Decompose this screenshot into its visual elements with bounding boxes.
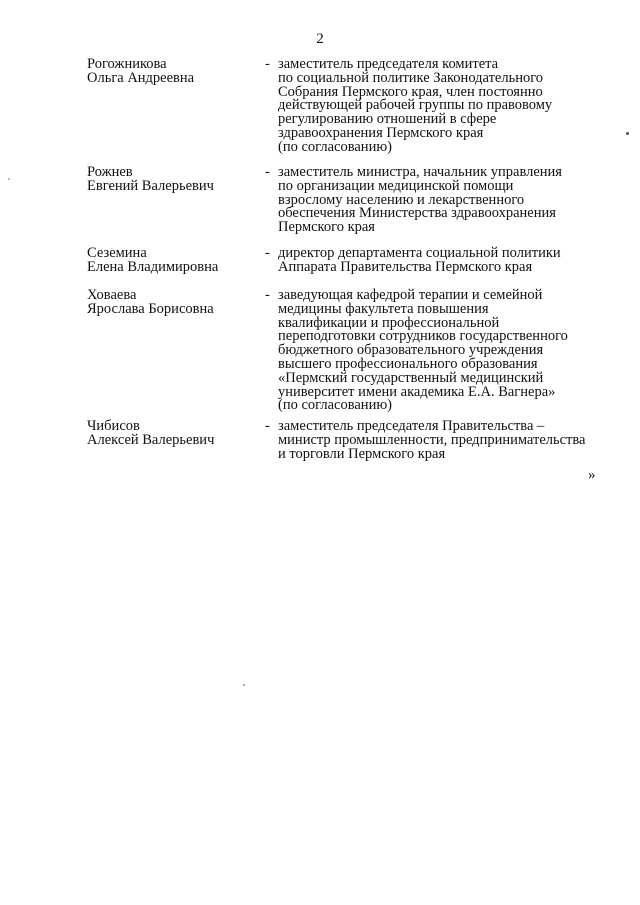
role-line: по организации медицинской помощи bbox=[278, 177, 514, 194]
role-line: обеспечения Министерства здравоохранения bbox=[278, 205, 556, 222]
member-given-names: Елена Владимировна bbox=[87, 258, 219, 275]
role-line: «Пермский государственный медицинский bbox=[278, 369, 544, 386]
page-number: 2 bbox=[316, 31, 324, 47]
member-name bbox=[87, 289, 262, 317]
member-role bbox=[278, 289, 608, 413]
role-line: здравоохранения Пермского края bbox=[278, 124, 484, 141]
role-line: директор департамента социальной политики bbox=[278, 245, 561, 261]
role-line: переподготовки сотрудников государственного bbox=[278, 328, 568, 345]
member-name bbox=[87, 420, 262, 448]
role-line: университет имени академика Е.А. Вагнера» bbox=[278, 383, 556, 400]
scan-speck bbox=[243, 684, 245, 686]
role-line: и торговли Пермского края bbox=[278, 445, 446, 462]
role-line: заведующая кафедрой терапии и семейной bbox=[278, 287, 543, 303]
entry-dash: - bbox=[265, 245, 270, 261]
role-line: (по согласованию) bbox=[278, 397, 392, 414]
member-given-names: Алексей Валерьевич bbox=[87, 431, 215, 448]
member-role bbox=[278, 58, 608, 155]
scan-speck bbox=[626, 132, 629, 135]
role-line: медицины факультета повышения bbox=[278, 300, 489, 317]
role-line: заместитель председателя комитета bbox=[278, 56, 499, 72]
entry-dash: - bbox=[265, 164, 270, 180]
member-given-names: Ярослава Борисовна bbox=[87, 300, 214, 317]
member-role bbox=[278, 166, 608, 235]
role-line: заместитель председателя Правительства – bbox=[278, 418, 545, 434]
role-line: заместитель министра, начальник управления bbox=[278, 164, 562, 180]
entry-dash: - bbox=[265, 418, 270, 434]
member-name bbox=[87, 166, 262, 194]
member-surname: Сеземина bbox=[87, 245, 147, 261]
entry-dash: - bbox=[265, 56, 270, 72]
role-line: министр промышленности, предпринимательства bbox=[278, 431, 586, 448]
role-line: бюджетного образовательного учреждения bbox=[278, 342, 544, 359]
member-given-names: Евгений Валерьевич bbox=[87, 177, 214, 194]
member-role bbox=[278, 247, 608, 275]
role-line: регулированию отношений в сфере bbox=[278, 111, 497, 128]
member-surname: Чибисов bbox=[87, 418, 140, 434]
member-given-names: Ольга Андреевна bbox=[87, 69, 195, 86]
role-line: по социальной политике Законодательного bbox=[278, 69, 544, 86]
member-surname: Рогожникова bbox=[87, 56, 167, 72]
member-surname: Рожнев bbox=[87, 164, 133, 180]
role-line: взрослому населению и лекарственного bbox=[278, 191, 525, 208]
role-line: Собрания Пермского края, член постоянно bbox=[278, 83, 543, 100]
entry-dash: - bbox=[265, 287, 270, 303]
role-line: Пермского края bbox=[278, 219, 375, 236]
member-surname: Ховаева bbox=[87, 287, 137, 303]
role-line: высшего профессионального образования bbox=[278, 355, 538, 372]
role-line: (по согласованию) bbox=[278, 138, 392, 155]
role-line: действующей рабочей группы по правовому bbox=[278, 97, 553, 114]
role-line: квалификации и профессиональной bbox=[278, 314, 500, 331]
role-line: Аппарата Правительства Пермского края bbox=[278, 258, 533, 275]
scan-speck bbox=[8, 178, 10, 180]
member-role bbox=[278, 420, 608, 461]
member-name bbox=[87, 58, 262, 86]
closing-quote-mark: » bbox=[588, 467, 596, 483]
member-name bbox=[87, 247, 262, 275]
